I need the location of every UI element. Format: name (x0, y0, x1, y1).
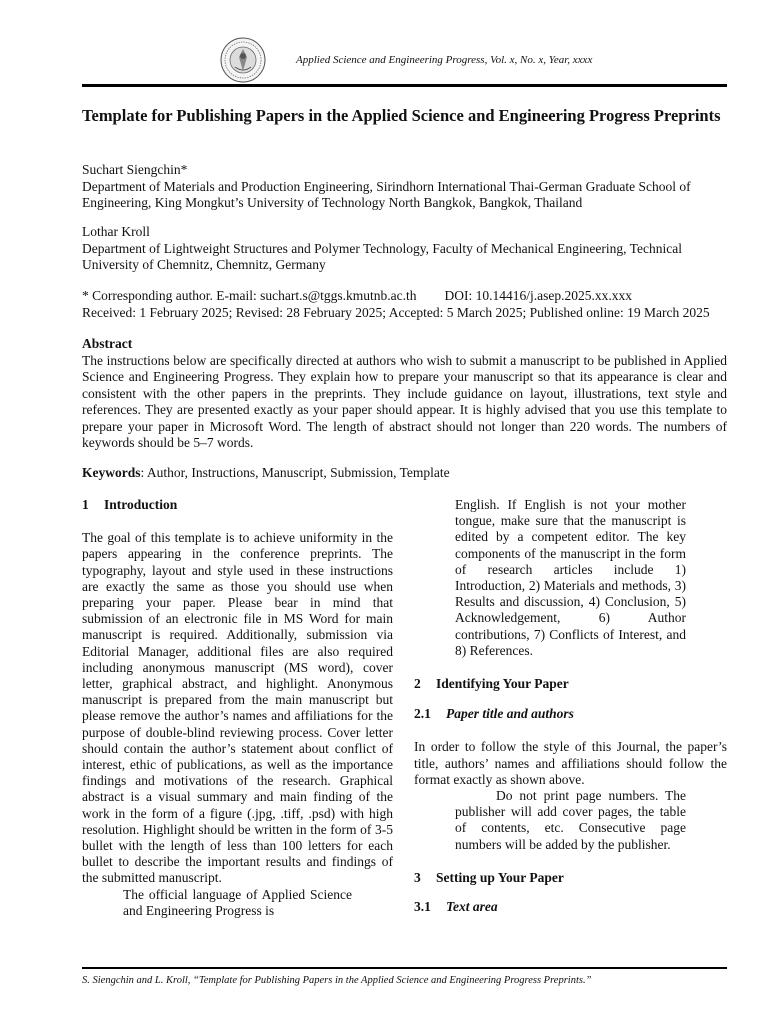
subsection-title: Text area (446, 899, 498, 915)
author-block-1 (82, 162, 727, 212)
subsection-heading-paper-title (414, 706, 727, 722)
section-number: 1 (82, 497, 89, 512)
intro-paragraph-2-cont: English. If English is not your mother tongue, make sure that the manuscript is edited by a competent editor. The key components of the manuscript in the form of research articles include 1) Introduction, 2) Materials and methods, 3) Results and discussion, 4) Conclusion, 5) Acknowledgement, 6) Author contributions, 7) Conflicts of Interest, and 8) References. (455, 497, 686, 658)
abstract-text: The instructions below are specifically directed at authors who wish to submit a manuscript to be published in Applied Science and Engineering Progress. They explain how to prepare your manuscript so that its appearance is clear and consistent with the other papers in the preprints. They include guidance on layout, illustrations, text style and references. They are presented exactly as your paper should appear. It is highly advised that you use this template to prepare your paper in Microsoft Word. The length of abstract should not longer than 220 words. The numbers of keywords should be 5–7 words. (82, 352, 727, 450)
subsection-number: 3.1 (414, 899, 431, 915)
keywords-text: : Author, Instructions, Manuscript, Submission, Template (140, 465, 450, 480)
author-name: Suchart Siengchin* (82, 162, 188, 177)
left-column (82, 497, 393, 919)
header-rule (82, 84, 727, 87)
subsection-number: 2.1 (414, 706, 431, 722)
section-heading-introduction (82, 497, 393, 513)
right-column (414, 497, 727, 915)
article-dates: Received: 1 February 2025; Revised: 28 February 2025; Accepted: 5 March 2025; Published online: 19 March 2025 (82, 304, 710, 320)
keywords-label: Keywords (82, 465, 141, 480)
paper-title: Template for Publishing Papers in the Applied Science and Engineering Progress Preprints (82, 106, 721, 125)
intro-paragraph-1: The goal of this template is to achieve uniformity in the papers appearing in the conference preprints. The typography, layout and style used in these instructions are exactly the same as those you should use when preparing your paper. Please bear in mind that submission of an electronic file in MS Word for main manuscript is required. Additionally, submission via Editorial Manager, additional files are also required including anonymous manuscript (MS word), cover letter, graphical abstract, and highlight. Anonymous manuscript is prepared from the main manuscript but please remove the author’s names and affiliations for the purpose of double-blind reviewing process. Cover letter should contain the author’s statement about conflict of interest, ethic of publications, as well as the importance findings and motivations of the research. Graphical abstract is a visual summary and main finding of the work in the form of a figure (.jpg, .tiff, .psd) with high resolution. Highlight should be written in the form of 3-5 bullet with the length of less than 100 letters for each bullet to describe the important results and findings of the submitted manuscript. (82, 530, 393, 886)
footer-citation: S. Siengchin and L. Kroll, “Template for Publishing Papers in the Applied Science and Engineering Progress Preprints.” (82, 975, 592, 986)
subsection-heading-text-area (414, 899, 727, 915)
journal-header-line: Applied Science and Engineering Progress, Vol. x, No. x, Year, xxxx (296, 54, 593, 66)
section-number: 2 (414, 676, 421, 692)
author-name: Lothar Kroll (82, 224, 150, 239)
intro-paragraph-2-start: The official language of Applied Science and Engineering Progress is (123, 886, 352, 918)
subsection-title: Paper title and authors (446, 706, 574, 722)
university-seal-icon (220, 37, 266, 83)
author-affiliation: Department of Lightweight Structures and Polymer Technology, Faculty of Mechanical Engineering, Technical University of Chemnitz, Chemnitz, Germany (82, 240, 682, 272)
paragraph-page-numbers: Do not print page numbers. The publisher will add cover pages, the table of contents, etc. Consecutive page numbers will be added by the publisher. (455, 788, 686, 852)
section-number: 3 (414, 869, 421, 885)
section-title: Identifying Your Paper (436, 676, 569, 692)
paragraph-title-authors: In order to follow the style of this Journal, the paper’s title, authors’ names and affiliations should follow the format exactly as shown above. (414, 739, 727, 787)
corresponding-author: * Corresponding author. E-mail: suchart.s@tggs.kmutnb.ac.th (82, 288, 417, 303)
keywords (82, 465, 727, 482)
doi: DOI: 10.14416/j.asep.2025.xx.xxx (444, 288, 632, 303)
article-meta (82, 288, 727, 321)
abstract-heading: Abstract (82, 336, 133, 351)
author-affiliation: Department of Materials and Production Engineering, Sirindhorn International Thai-German Graduate School of Engineering, King Mongkut’s University of Technology North Bangkok, Bangkok, Thailand (82, 178, 691, 210)
section-title: Setting up Your Paper (436, 869, 564, 885)
section-heading-setting-up (414, 870, 727, 886)
section-heading-identifying (414, 676, 727, 692)
footer-rule (82, 967, 727, 969)
abstract-section (82, 336, 727, 452)
section-title: Introduction (104, 497, 178, 512)
author-block-2 (82, 224, 727, 274)
